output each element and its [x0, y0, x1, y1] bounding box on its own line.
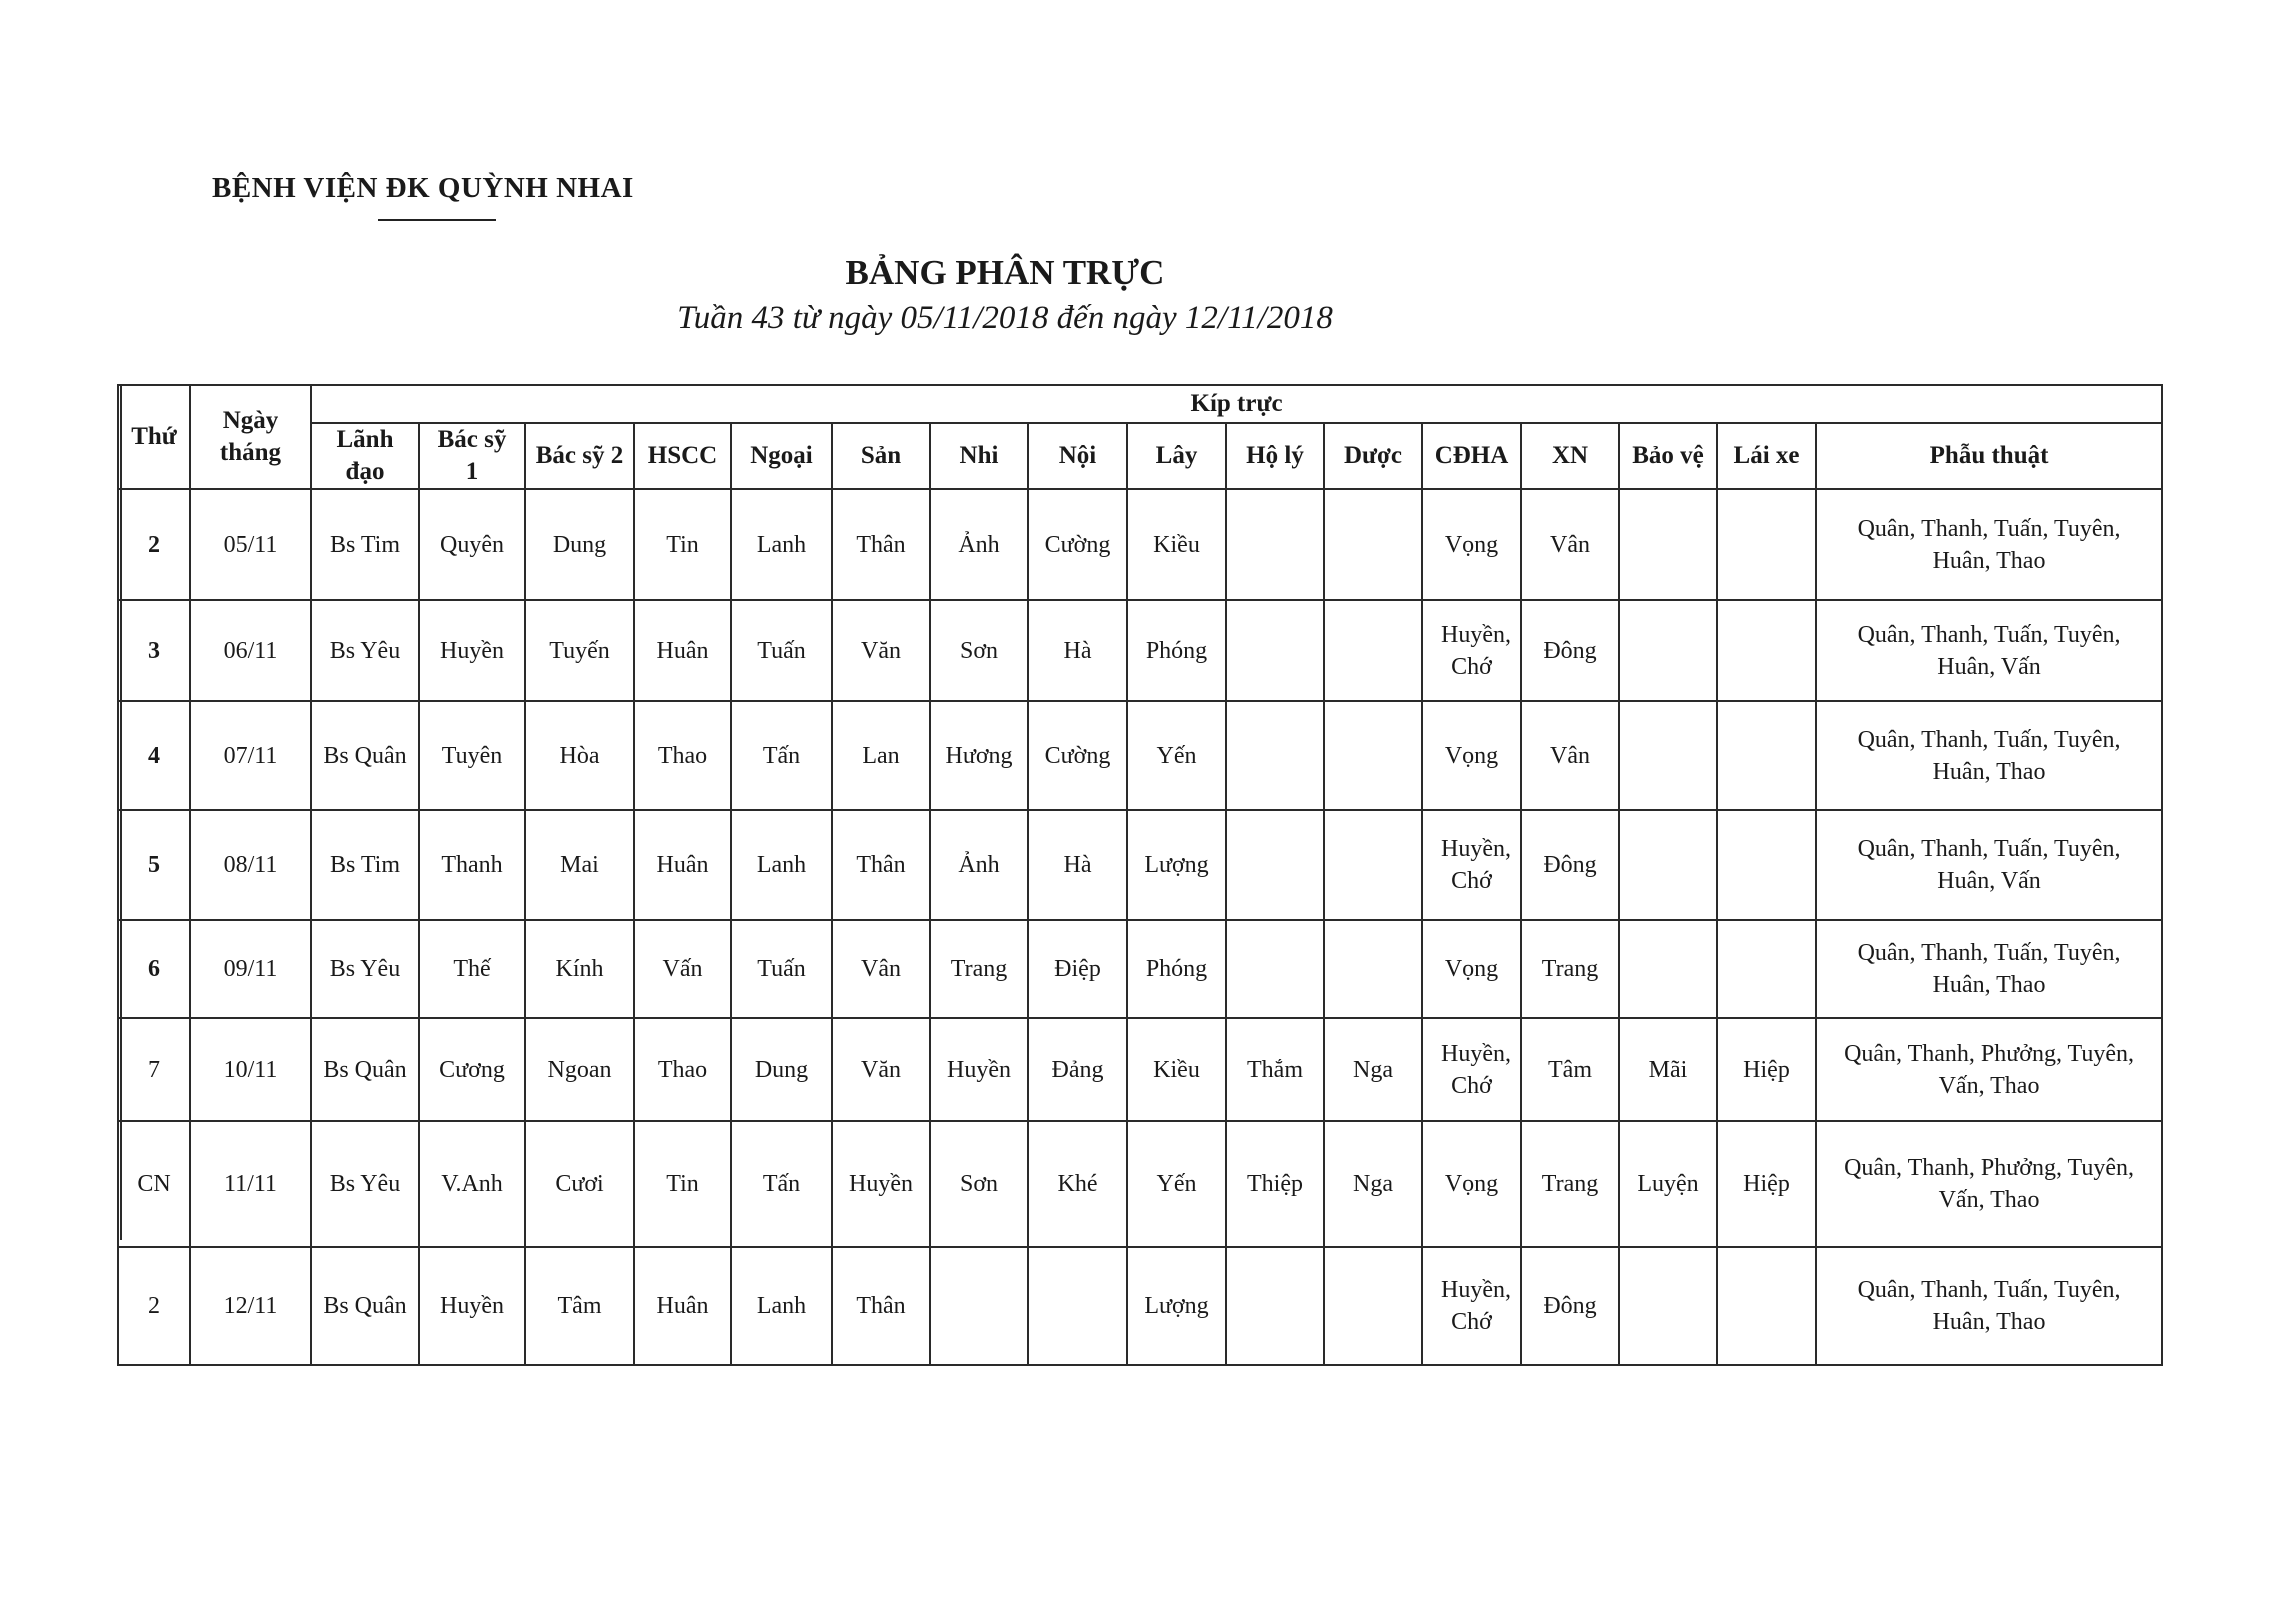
header-xn: XN — [1521, 423, 1619, 489]
cell-ngay: 12/11 — [190, 1247, 311, 1365]
cell-cdha: Huyền, Chớ — [1422, 600, 1521, 701]
cell-bac-sy-2: Cươi — [525, 1121, 634, 1247]
cell-ho-ly: Thắm — [1226, 1018, 1324, 1121]
cell-ngoai: Tuấn — [731, 600, 832, 701]
header-bac-sy-1: Bác sỹ 1 — [419, 423, 525, 489]
cell-ngay: 06/11 — [190, 600, 311, 701]
cell-nhi: Huyền — [930, 1018, 1028, 1121]
cell-duoc — [1324, 489, 1422, 600]
cell-ho-ly — [1226, 920, 1324, 1018]
cell-bao-ve — [1619, 600, 1717, 701]
cell-lai-xe — [1717, 1247, 1816, 1365]
roster-body — [118, 489, 2162, 1365]
hospital-name-underline — [378, 219, 496, 221]
cell-lanh-dao: Bs Tim — [311, 489, 419, 600]
cell-hscc: Tin — [634, 1121, 731, 1247]
cell-san: Thân — [832, 1247, 930, 1365]
cell-duoc — [1324, 810, 1422, 920]
duty-roster-table — [117, 384, 2163, 1366]
document-subtitle: Tuần 43 từ ngày 05/11/2018 đến ngày 12/11/2018 — [677, 300, 1333, 336]
cell-lai-xe — [1717, 701, 1816, 810]
cell-xn: Đông — [1521, 600, 1619, 701]
cell-phau-thuat: Quân, Thanh, Tuấn, Tuyên, Huân, Vấn — [1816, 600, 2162, 701]
cell-lay: Lượng — [1127, 1247, 1226, 1365]
cell-hscc: Huân — [634, 600, 731, 701]
cell-ngoai: Tuấn — [731, 920, 832, 1018]
cell-thu: 6 — [118, 920, 190, 1018]
cell-phau-thuat: Quân, Thanh, Tuấn, Tuyên, Huân, Thao — [1816, 489, 2162, 600]
cell-bac-sy-1: Quyên — [419, 489, 525, 600]
header-ngoai: Ngoại — [731, 423, 832, 489]
cell-ho-ly — [1226, 489, 1324, 600]
cell-lai-xe — [1717, 489, 1816, 600]
header-duoc: Dược — [1324, 423, 1422, 489]
cell-thu: 2 — [118, 489, 190, 600]
cell-bac-sy-1: V.Anh — [419, 1121, 525, 1247]
cell-cdha: Vọng — [1422, 920, 1521, 1018]
cell-lanh-dao: Bs Quân — [311, 1247, 419, 1365]
cell-bao-ve: Luyện — [1619, 1121, 1717, 1247]
cell-lai-xe — [1717, 920, 1816, 1018]
cell-lay: Yến — [1127, 701, 1226, 810]
cell-phau-thuat: Quân, Thanh, Tuấn, Tuyên, Huân, Vấn — [1816, 810, 2162, 920]
table-row — [118, 1018, 2162, 1121]
cell-thu: 4 — [118, 701, 190, 810]
header-san: Sản — [832, 423, 930, 489]
cell-ho-ly — [1226, 701, 1324, 810]
cell-noi: Khé — [1028, 1121, 1127, 1247]
cell-duoc — [1324, 1247, 1422, 1365]
cell-lay: Phóng — [1127, 600, 1226, 701]
cell-bao-ve — [1619, 489, 1717, 600]
cell-ngoai: Lanh — [731, 489, 832, 600]
cell-san: Thân — [832, 810, 930, 920]
table-row — [118, 1121, 2162, 1247]
cell-cdha: Huyền, Chớ — [1422, 1018, 1521, 1121]
cell-bac-sy-2: Hòa — [525, 701, 634, 810]
cell-lanh-dao: Bs Quân — [311, 701, 419, 810]
cell-noi: Hà — [1028, 600, 1127, 701]
cell-cdha: Vọng — [1422, 489, 1521, 600]
cell-nhi — [930, 1247, 1028, 1365]
cell-san: Vân — [832, 920, 930, 1018]
cell-ngoai: Tấn — [731, 701, 832, 810]
cell-lay: Kiều — [1127, 1018, 1226, 1121]
cell-noi: Hà — [1028, 810, 1127, 920]
header-lay: Lây — [1127, 423, 1226, 489]
cell-duoc: Nga — [1324, 1121, 1422, 1247]
cell-lay: Lượng — [1127, 810, 1226, 920]
cell-hscc: Thao — [634, 701, 731, 810]
cell-bac-sy-2: Mai — [525, 810, 634, 920]
table-row — [118, 810, 2162, 920]
cell-bac-sy-1: Cương — [419, 1018, 525, 1121]
cell-thu: 7 — [118, 1018, 190, 1121]
cell-hscc: Tin — [634, 489, 731, 600]
cell-noi — [1028, 1247, 1127, 1365]
cell-bao-ve — [1619, 920, 1717, 1018]
cell-thu: 3 — [118, 600, 190, 701]
cell-lai-xe — [1717, 600, 1816, 701]
cell-bao-ve: Mãi — [1619, 1018, 1717, 1121]
cell-nhi: Ảnh — [930, 489, 1028, 600]
cell-ngoai: Lanh — [731, 1247, 832, 1365]
cell-lai-xe: Hiệp — [1717, 1018, 1816, 1121]
header-ho-ly: Hộ lý — [1226, 423, 1324, 489]
header-bac-sy-2: Bác sỹ 2 — [525, 423, 634, 489]
cell-cdha: Huyền, Chớ — [1422, 810, 1521, 920]
cell-bac-sy-2: Kính — [525, 920, 634, 1018]
cell-phau-thuat: Quân, Thanh, Tuấn, Tuyên, Huân, Thao — [1816, 701, 2162, 810]
cell-xn: Trang — [1521, 1121, 1619, 1247]
cell-noi: Cường — [1028, 489, 1127, 600]
cell-thu: 2 — [118, 1247, 190, 1365]
document-title: BẢNG PHÂN TRỰC — [845, 253, 1165, 292]
cell-bac-sy-2: Dung — [525, 489, 634, 600]
cell-hscc: Huân — [634, 1247, 731, 1365]
cell-ngoai: Lanh — [731, 810, 832, 920]
cell-nhi: Hương — [930, 701, 1028, 810]
header-lanh-dao: Lãnh đạo — [311, 423, 419, 489]
cell-bac-sy-2: Tuyến — [525, 600, 634, 701]
cell-san: Huyền — [832, 1121, 930, 1247]
cell-ngoai: Tấn — [731, 1121, 832, 1247]
cell-san: Văn — [832, 1018, 930, 1121]
cell-xn: Tâm — [1521, 1018, 1619, 1121]
cell-san: Thân — [832, 489, 930, 600]
cell-xn: Vân — [1521, 701, 1619, 810]
cell-duoc — [1324, 701, 1422, 810]
cell-bac-sy-2: Ngoan — [525, 1018, 634, 1121]
cell-lanh-dao: Bs Tim — [311, 810, 419, 920]
cell-xn: Vân — [1521, 489, 1619, 600]
cell-ngay: 05/11 — [190, 489, 311, 600]
cell-hscc: Vấn — [634, 920, 731, 1018]
header-cdha: CĐHA — [1422, 423, 1521, 489]
cell-nhi: Sơn — [930, 1121, 1028, 1247]
cell-nhi: Sơn — [930, 600, 1028, 701]
cell-ho-ly — [1226, 600, 1324, 701]
cell-duoc — [1324, 920, 1422, 1018]
cell-ngoai: Dung — [731, 1018, 832, 1121]
cell-bac-sy-1: Tuyên — [419, 701, 525, 810]
header-lai-xe: Lái xe — [1717, 423, 1816, 489]
cell-bao-ve — [1619, 701, 1717, 810]
cell-nhi: Ảnh — [930, 810, 1028, 920]
hospital-name: BỆNH VIỆN ĐK QUỲNH NHAI — [212, 172, 634, 204]
cell-bac-sy-1: Huyền — [419, 600, 525, 701]
cell-nhi: Trang — [930, 920, 1028, 1018]
cell-cdha: Vọng — [1422, 701, 1521, 810]
header-noi: Nội — [1028, 423, 1127, 489]
cell-cdha: Huyền, Chớ — [1422, 1247, 1521, 1365]
cell-bac-sy-2: Tâm — [525, 1247, 634, 1365]
header-phau-thuat: Phẫu thuật — [1816, 423, 2162, 489]
table-row — [118, 920, 2162, 1018]
cell-bao-ve — [1619, 810, 1717, 920]
cell-ho-ly — [1226, 1247, 1324, 1365]
header-hscc: HSCC — [634, 423, 731, 489]
table-row — [118, 600, 2162, 701]
table-row — [118, 701, 2162, 810]
cell-bac-sy-1: Huyền — [419, 1247, 525, 1365]
cell-xn: Trang — [1521, 920, 1619, 1018]
cell-ngay: 08/11 — [190, 810, 311, 920]
cell-lai-xe: Hiệp — [1717, 1121, 1816, 1247]
cell-thu: CN — [118, 1121, 190, 1247]
cell-bao-ve — [1619, 1247, 1717, 1365]
cell-hscc: Huân — [634, 810, 731, 920]
cell-phau-thuat: Quân, Thanh, Phưởng, Tuyên, Vấn, Thao — [1816, 1018, 2162, 1121]
cell-lanh-dao: Bs Yêu — [311, 1121, 419, 1247]
cell-noi: Cường — [1028, 701, 1127, 810]
cell-thu: 5 — [118, 810, 190, 920]
table-row — [118, 1247, 2162, 1365]
cell-bac-sy-1: Thanh — [419, 810, 525, 920]
cell-ngay: 10/11 — [190, 1018, 311, 1121]
cell-phau-thuat: Quân, Thanh, Tuấn, Tuyên, Huân, Thao — [1816, 920, 2162, 1018]
cell-lanh-dao: Bs Quân — [311, 1018, 419, 1121]
cell-san: Văn — [832, 600, 930, 701]
header-nhi: Nhi — [930, 423, 1028, 489]
cell-lai-xe — [1717, 810, 1816, 920]
cell-ho-ly: Thiệp — [1226, 1121, 1324, 1247]
cell-ngay: 11/11 — [190, 1121, 311, 1247]
cell-san: Lan — [832, 701, 930, 810]
header-thu: Thứ — [118, 385, 190, 489]
cell-phau-thuat: Quân, Thanh, Tuấn, Tuyên, Huân, Thao — [1816, 1247, 2162, 1365]
cell-bac-sy-1: Thế — [419, 920, 525, 1018]
cell-duoc — [1324, 600, 1422, 701]
cell-noi: Đảng — [1028, 1018, 1127, 1121]
cell-lay: Kiều — [1127, 489, 1226, 600]
table-row — [118, 489, 2162, 600]
cell-cdha: Vọng — [1422, 1121, 1521, 1247]
header-bao-ve: Bảo vệ — [1619, 423, 1717, 489]
cell-lanh-dao: Bs Yêu — [311, 920, 419, 1018]
header-kip-truc: Kíp trực — [311, 385, 2162, 423]
cell-ngay: 07/11 — [190, 701, 311, 810]
cell-lay: Yến — [1127, 1121, 1226, 1247]
table-outer-border — [120, 384, 122, 1240]
cell-hscc: Thao — [634, 1018, 731, 1121]
cell-lay: Phóng — [1127, 920, 1226, 1018]
cell-ho-ly — [1226, 810, 1324, 920]
cell-lanh-dao: Bs Yêu — [311, 600, 419, 701]
cell-duoc: Nga — [1324, 1018, 1422, 1121]
cell-xn: Đông — [1521, 1247, 1619, 1365]
cell-xn: Đông — [1521, 810, 1619, 920]
header-ngay-thang: Ngày tháng — [190, 385, 311, 489]
cell-phau-thuat: Quân, Thanh, Phưởng, Tuyên, Vấn, Thao — [1816, 1121, 2162, 1247]
cell-ngay: 09/11 — [190, 920, 311, 1018]
cell-noi: Điệp — [1028, 920, 1127, 1018]
